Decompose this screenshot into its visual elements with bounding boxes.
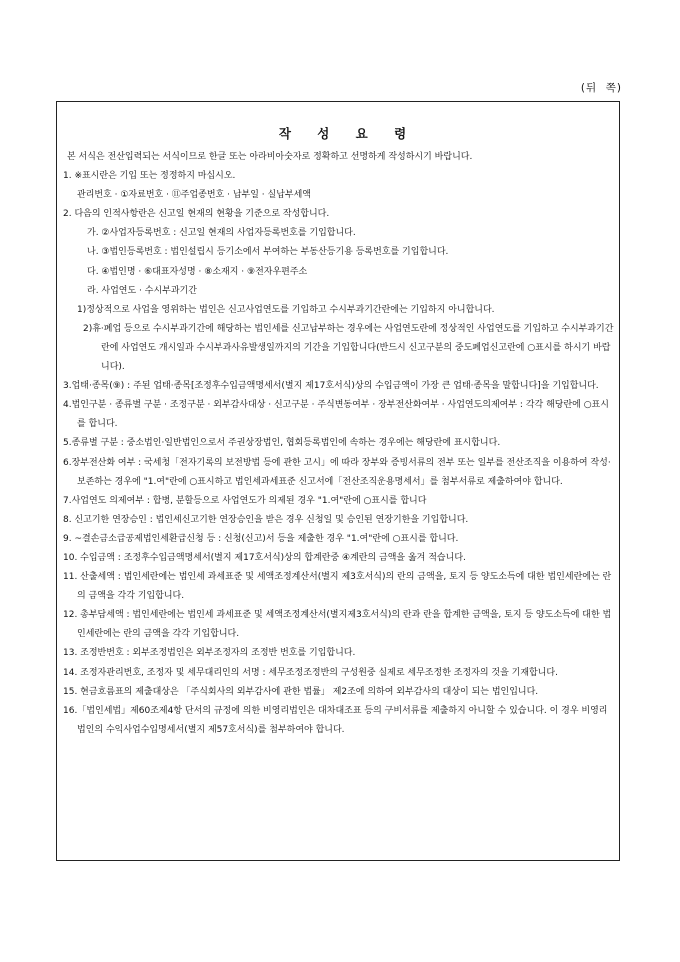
instruction-item: 2. 다음의 인적사항란은 신고일 현재의 현황을 기준으로 작성합니다.: [63, 209, 330, 220]
instruction-item: 16.「법인세법」제60조제4항 단서의 규정에 의한 비영리법인은 대차대조표 등의 구비서류를 제출하지 아니할 수 있습니다. 이 경우 비영리법인의 수익사업수입명세서(별지 제57호서식)를 첨부하여야 합니다.: [63, 705, 608, 735]
instruction-item: 나. ③법인등록번호 : 법인설립시 등기소에서 부여하는 부동산등기용 등록번호를 기입합니다.: [87, 247, 449, 258]
instruction-item: 1)정상적으로 사업을 영위하는 법인은 신고사업연도를 기입하고 수시부과기간란에는 기입하지 아니합니다.: [77, 304, 495, 315]
instruction-item: 11. 산출세액 : 법인세란에는 법인세 과세표준 및 세액조정계산서(별지 제3호서식)의 란의 금액을, 토지 등 양도소득에 대한 법인세란에는 란의 금액을 각각 기입합니다.: [63, 572, 612, 602]
instructions-content: [57, 124, 621, 740]
document-title: 작 성 요 령: [278, 126, 418, 141]
instruction-item: 5.종류별 구분 : 중소법인·일반법인으로서 주권상장법인, 협회등록법인에 속하는 경우에는 해당란에 표시합니다.: [63, 438, 501, 449]
instruction-item: 2)휴·폐업 등으로 수시부과기간에 해당하는 법인세를 신고납부하는 경우에는 사업연도란에 정상적인 사업연도를 기입하고 수시부과기간란에 사업연도 개시일과 수시부과사유발생일까지의 기간을 기입합니다(반드시 신고구분의 중도폐업신고란에 ○표시를 하시기 바랍니다).: [83, 323, 614, 373]
instruction-item: 14. 조정자관리번호, 조정자 및 세무대리인의 서명 : 세무조정조정반의 구성원중 실제로 세무조정한 조정자의 것을 기재합니다.: [63, 667, 558, 678]
instructions-box: [56, 101, 620, 861]
instruction-item: 3.업태·종목(⑨) : 주된 업태·종목[조정후수입금액명세서(별지 제17호서식)상의 수입금액이 가장 큰 업태·종목을 말합니다]을 기입합니다.: [63, 381, 599, 392]
instruction-item: 15. 현금흐름표의 제출대상은 「주식회사의 외부감사에 관한 법률」 제2조에 의하여 외부감사의 대상이 되는 법인입니다.: [63, 686, 539, 697]
instruction-item: 1. ※표시란은 기입 또는 정정하지 마십시오.: [63, 171, 236, 182]
instruction-item: 다. ④법인명 · ⑥대표자성명 · ⑧소재지 · ⑨전자우편주소: [87, 266, 308, 277]
intro-paragraph: 본 서식은 전산입력되는 서식이므로 한글 또는 아라비아숫자로 정확하고 선명하게 작성하시기 바랍니다.: [67, 152, 473, 162]
instruction-item: 라. 사업연도 · 수시부과기간: [87, 285, 197, 296]
instruction-item: 6.장부전산화 여부 : 국세청「전자기록의 보전방법 등에 관한 고시」에 따라 장부와 증빙서류의 전부 또는 일부를 전산조직을 이용하여 작성·보존하는 경우에 "1.여"란에 ○표시하고 법인세과세표준 신고서에「전산조직운용명세서」를 첨부서류로 제출하여야 합니다.: [63, 457, 611, 487]
instruction-list: [57, 167, 621, 740]
instruction-item: 10. 수입금액 : 조정후수입금액명세서(별지 제17호서식)상의 합계란중 ④계란의 금액을 옮겨 적습니다.: [63, 552, 466, 563]
instruction-item: 4.법인구분 · 종류별 구분 · 조정구분 · 외부감사대상 · 신고구분 · 주식변동여부 · 장부전산화여부 · 사업연도의제여부 : 각각 해당란에 ○표시를 합니다.: [63, 400, 609, 430]
instruction-item: 가. ②사업자등록번호 : 신고일 현재의 사업자등록번호를 기입합니다.: [87, 228, 356, 239]
instruction-item: 7.사업연도 의제여부 : 합병, 분할등으로 사업연도가 의제된 경우 "1.여"란에 ○표시를 합니다: [63, 495, 427, 506]
instruction-item: 9. ~결손금소급공제법인세환급신청 등 : 신청(신고)서 등을 제출한 경우 "1.여"란에 ○표시를 합니다.: [63, 533, 459, 544]
page-side-label: (뒤 쪽): [580, 82, 622, 94]
instruction-item: 관리번호 · ①자료번호 · ⑪주업종번호 · 납부일 · 실납부세액: [77, 190, 311, 201]
instruction-item: 12. 총부담세액 : 법인세란에는 법인세 과세표준 및 세액조정계산서(별지제3호서식)의 란과 란을 합계한 금액을, 토지 등 양도소득에 대한 법인세란에는 란의 금액을 각각 기입합니다.: [63, 610, 612, 640]
instruction-item: 13. 조정반번호 : 외부조정법인은 외부조정자의 조정반 번호를 기입합니다.: [63, 648, 356, 659]
instruction-item: 8. 신고기한 연장승인 : 법인세신고기한 연장승인을 받은 경우 신청일 및 승인된 연장기한을 기입합니다.: [63, 514, 469, 525]
